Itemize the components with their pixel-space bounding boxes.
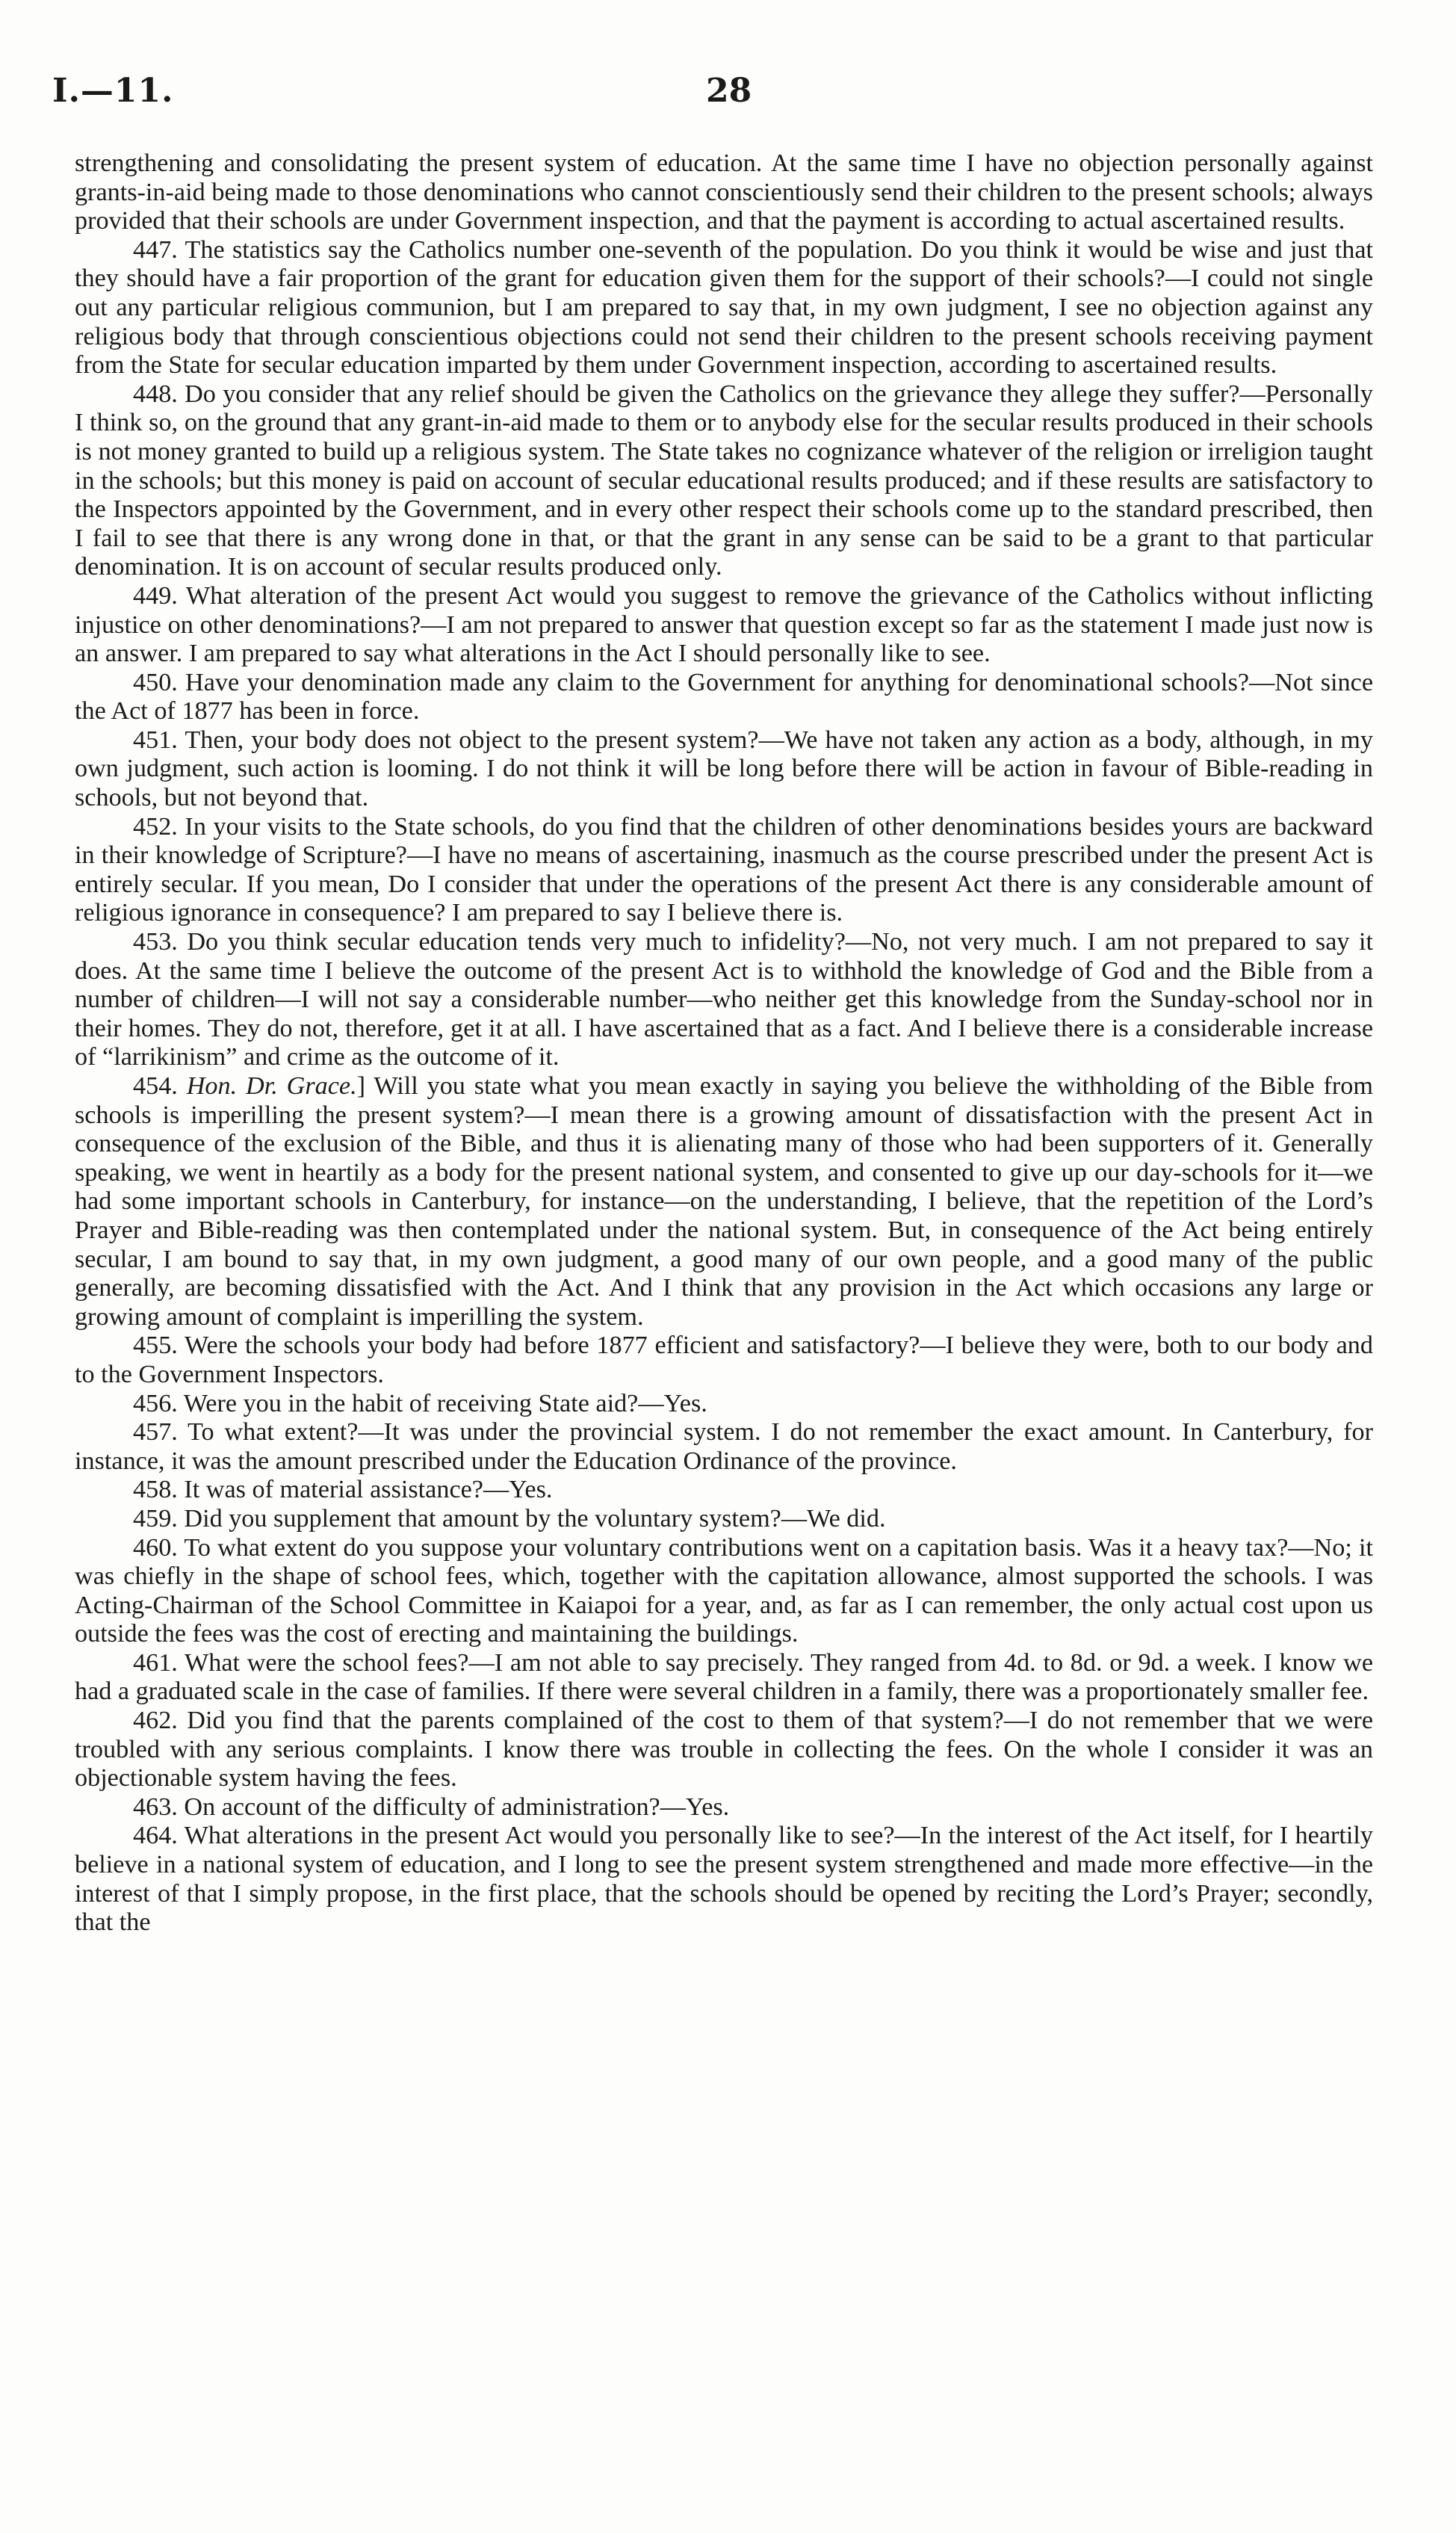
paragraph-p456: 456. Were you in the habit of receiving State aid?—Yes. <box>133 1389 707 1417</box>
paragraph-p454 <box>75 1072 1373 1332</box>
body-text <box>75 149 1373 1937</box>
paper-reference: I.—11. <box>52 72 174 110</box>
paragraph-p461: 461. What were the school fees?—I am not able to say precisely. They ranged from 4d. to 8d. or 9d. a week. I know we had a graduated scale in the case of families. If there were several children in a family, there was a proportionately smaller fee. <box>75 1648 1373 1706</box>
paragraph-p464: 464. What alterations in the present Act would you personally like to see?—In the interest of the Act itself, for I heartily believe in a national system of education, and I long to see the present system strengthened and made more effective—in the interest of that I simply propose, in the first place, that the schools should be opened by reciting the Lord’s Prayer; secondly, that the <box>75 1822 1373 1937</box>
paragraph-p453: 453. Do you think secular education tends very much to infidelity?—No, not very much. I am not prepared to say it does. At the same time I believe the outcome of the present Act is to withhold the knowledge of God and the Bible from a number of children—I will not say a considerable number—who neither get this knowledge from the Sunday-school nor in their homes. They do not, therefore, get it at all. I have ascertained that as a fact. And I believe there is a considerable increase of “larrikinism” and crime as the outcome of it. <box>75 928 1373 1071</box>
paragraph-p457: 457. To what extent?—It was under the provincial system. I do not remember the exact amount. In Canterbury, for instance, it was the amount prescribed under the Education Ordinance of the province. <box>75 1418 1373 1475</box>
paragraph-p459: 459. Did you supplement that amount by the voluntary system?—We did. <box>133 1504 886 1533</box>
paragraph-p462: 462. Did you find that the parents complained of the cost to them of that system?—I do not remember that we were troubled with any serious complaints. I know there was trouble in collecting the fees. On the whole I consider it was an objectionable system having the fees. <box>75 1707 1373 1793</box>
paragraph-p447: 447. The statistics say the Catholics number one-seventh of the population. Do you think it would be wise and just that they should have a fair proportion of the grant for education given them for the support of their schools?—I could not single out any particular religious communion, but I am prepared to say that, in my own judgment, I see no objection against any religious body that through conscientious objections could not send their children to the present schools receiving payment from the State for secular education imparted by them under Government inspection, according to ascertained results. <box>75 235 1373 380</box>
paragraph-text: Will you state what you mean exactly in saying you believe the withholding of the Bible from schools is imperilling the present system?—I mean there is a growing amount of dissatisfaction with the present Act in consequence of the exclusion of the Bible, and thus it is alienating many of those who had been supporters of it. Generally speaking, we went in heartily as a body for the present national system, and consented to give up our day-schools for it—we had some important schools in Canterbury, for instance—on the understanding, I believe, that the repetition of the Lord’s Prayer and Bible-reading was then contemplated under the national system. But, in consequence of the Act being entirely secular, I am bound to say that, in my own judgment, a good many of our own people, and a good many of the public generally, are becoming dissatisfied with the Act. And I think that any provision in the Act which occasions any large or growing amount of complaint is imperilling the system. <box>75 1072 1373 1331</box>
page-number: 28 <box>706 72 752 110</box>
page-header <box>52 72 1375 132</box>
paragraph-p460: 460. To what extent do you suppose your voluntary contributions went on a capitation basis. Was it a heavy tax?—No; it was chiefly in the shape of school fees, which, together with the capitation allowance, almost supported the schools. I was Acting-Chairman of the School Committee in Kaiapoi for a year, and, as far as I can remember, the only actual cost upon us outside the fees was the cost of erecting and maintaining the buildings. <box>75 1533 1373 1648</box>
paragraph-p463: 463. On account of the difficulty of administration?—Yes. <box>133 1793 730 1821</box>
paragraph-p0: strengthening and consolidating the present system of education. At the same time I have no objection personally against grants-in-aid being made to those denominations who cannot conscientiously send their children to the present schools; always provided that their schools are under Government inspection, and that the payment is according to actual ascertained results. <box>75 149 1373 235</box>
speaker-bracket: ] <box>356 1072 366 1100</box>
paragraph-p448: 448. Do you consider that any relief should be given the Catholics on the grievance they allege they suffer?—Personally I think so, on the ground that any grant-in-aid made to them or to anybody else for the secular results produced in their schools is not money granted to build up a religious system. The State takes no cognizance whatever of the religion or irreligion taught in the schools; but this money is paid on account of secular educational results produced; and if these results are satisfactory to the Inspectors appointed by the Government, and in every other respect their schools come up to the standard prescribed, then I fail to see that there is any wrong done in that, or that the grant in any sense can be said to be a grant to that particular denomination. It is on account of secular results produced only. <box>75 380 1373 581</box>
paragraph-p452: 452. In your visits to the State schools, do you find that the children of other denominations besides yours are backward in their knowledge of Scripture?—I have no means of ascertaining, inasmuch as the course prescribed under the present Act is entirely secular. If you mean, Do I consider that under the operations of the present Act there is any considerable amount of religious ignorance in consequence? I am prepared to say I believe there is. <box>75 812 1373 927</box>
paragraph-p449: 449. What alteration of the present Act would you suggest to remove the grievance of the Catholics without inflicting injustice on other denominations?—I am not prepared to answer that question except so far as the statement I made just now is an answer. I am prepared to say what alterations in the Act I should personally like to see. <box>75 581 1373 668</box>
paragraph-p450: 450. Have your denomination made any claim to the Government for anything for denominational schools?—Not since the Act of 1877 has been in force. <box>75 668 1373 726</box>
paragraph-p455: 455. Were the schools your body had before 1877 efficient and satisfactory?—I believe they were, both to our body and to the Government Inspectors. <box>75 1332 1373 1388</box>
paragraph-p451: 451. Then, your body does not object to the present system?—We have not taken any action as a body, although, in my own judgment, such action is looming. I do not think it will be long before there will be action in favour of Bible-reading in schools, but not beyond that. <box>75 726 1373 812</box>
paragraph-p458: 458. It was of material assistance?—Yes. <box>133 1476 553 1504</box>
question-number: 454. <box>133 1072 187 1100</box>
speaker-attribution: Hon. Dr. Grace. <box>186 1072 357 1100</box>
